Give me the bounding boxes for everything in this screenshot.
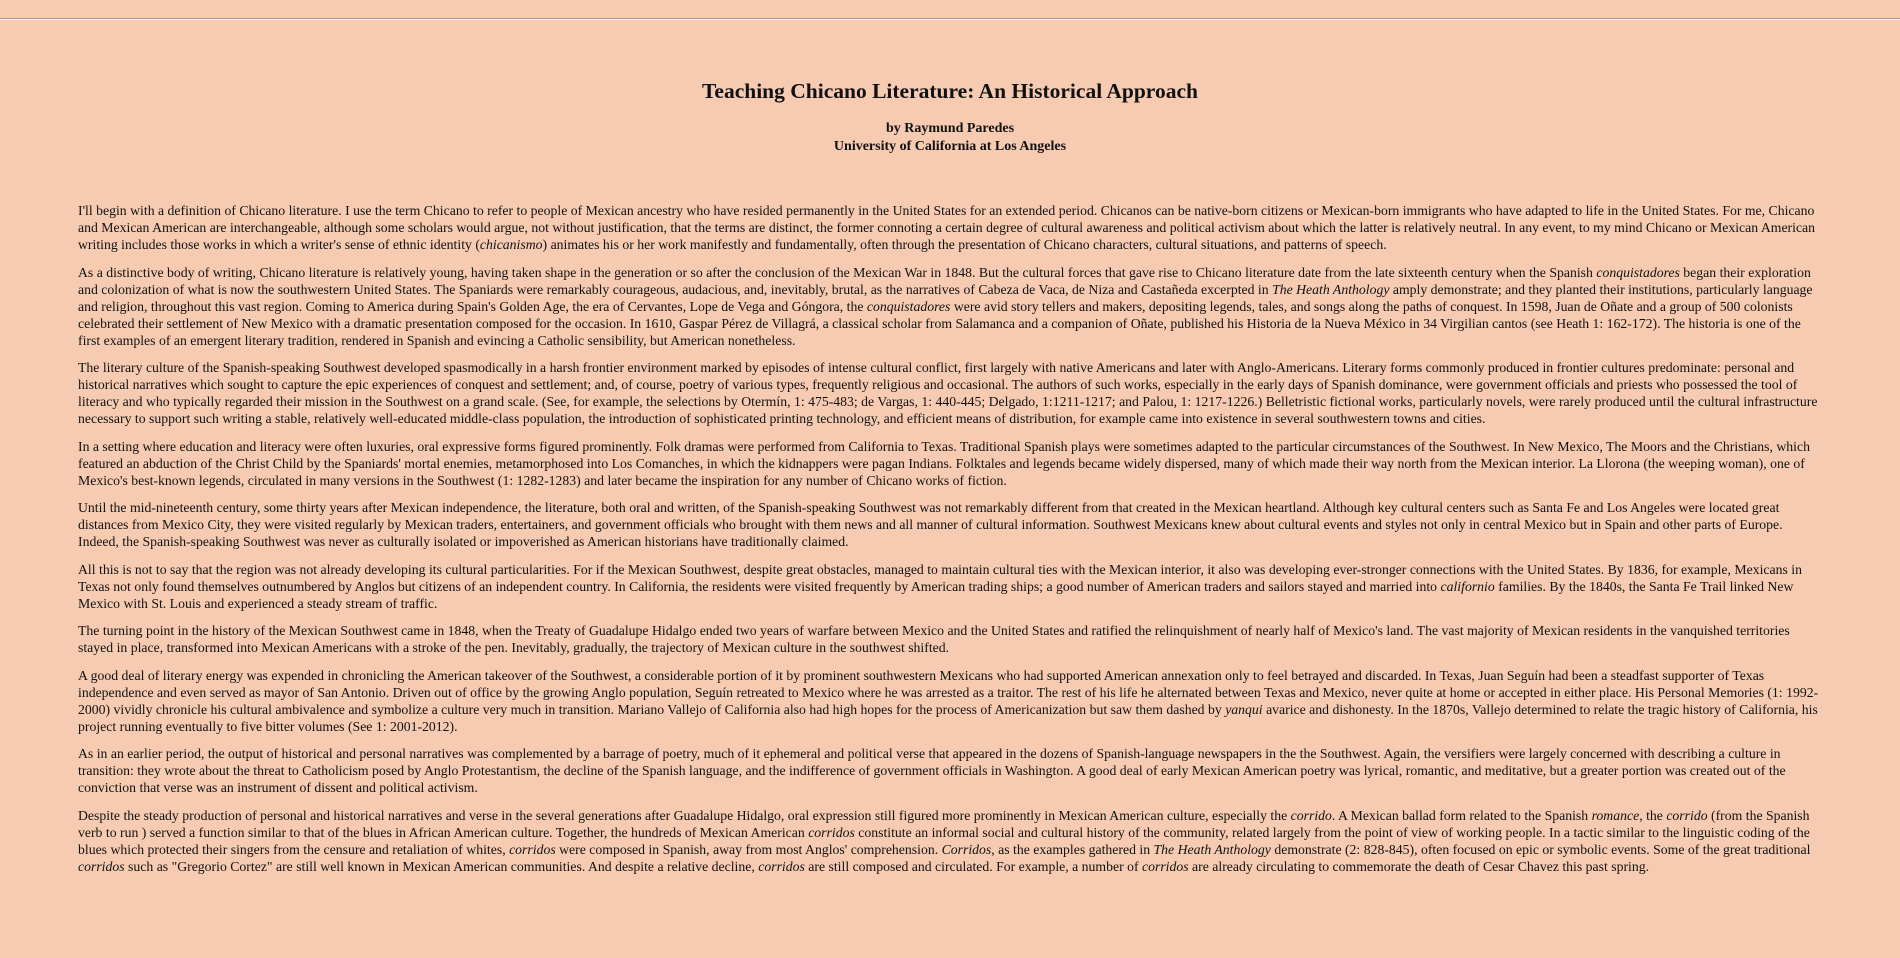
paragraph-text: A good deal of literary energy was expended in chronicling the American takeover of the Southwest, a considerable portion of it by prominent southwestern Mexicans who had supported American annexation only to feel betrayed and discarded. In Texas, Juan Seguín had been a steadfast supporter of Texas independence and even served as mayor of San Antonio. Driven out of office by the growing Anglo population, Seguín retreated to Mexico where he was arrested as a traitor. The rest of his life he alternated between Texas and Mexico, never quite at home or accepted in either place. His Personal Memories (1: 1992-2000) vividly chronicle his cultural ambivalence and symbolize a culture very much in transition. Mariano Vallejo of California also had high hopes for the process of Americanization but saw them dashed by [78, 667, 1819, 717]
italic-text: Corridos [941, 841, 992, 857]
italic-text: conquistadores [1596, 264, 1680, 280]
paragraph-text: constitute an informal social and cultural history of the community, related largely from the point of view of working people. In a tactic similar to the linguistic coding of the blues which protected their singers from the censure and retaliation of whites, [78, 824, 1810, 857]
body-paragraph [78, 561, 1824, 612]
paragraph-text: were avid story tellers and makers, depositing legends, tales, and songs along the paths of conquest. In 1598, Juan de Oñate and a group of 500 colonists celebrated their settlement of New Mexico with a dramatic presentation composed for the occasion. In 1610, Gaspar Pérez de Villagrá, a classical scholar from Salamanca and a companion of Oñate, published his Historia de la Nueva México in 34 Virgilian cantos (see Heath 1: 162-172). The historia is one of the first examples of an emergent literary tradition, rendered in Spanish and evincing a Catholic sensibility, but American nonetheless. [78, 298, 1801, 348]
paragraph-text: (from the Spanish verb to run ) served a function similar to that of the blues in African American culture. Together, the hundreds of Mexican American [78, 807, 1810, 840]
paragraph-text: . A Mexican ballad form related to the Spanish [1331, 807, 1592, 823]
paragraph-text: amply demonstrate; and they planted their institutions, particularly language and religion, throughout this vast region. Coming to America during Spain's Golden Age, the era of Cervantes, Lope de Vega and Góngora, the [78, 281, 1813, 314]
italic-text: californio [1440, 578, 1495, 594]
paragraph-text: , as the examples gathered in [991, 841, 1154, 857]
body-paragraph [78, 264, 1824, 349]
paragraph-text: As a distinctive body of writing, Chicano literature is relatively young, having taken shape in the generation or so after the conclusion of the Mexican War in 1848. But the cultural forces that gave rise to Chicano literature date from the late sixteenth century when the Spanish [78, 264, 1597, 280]
italic-text: conquistadores [866, 298, 951, 314]
paragraph-text: All this is not to say that the region was not already developing its cultural particularities. For if the Mexican Southwest, despite great obstacles, managed to maintain cultural ties with the Mexican interior, it also was developing ever-stronger connections with the United States. By 1836, for example, Mexicans in Texas not only found themselves outnumbered by Anglos but citizens of an independent country. In California, the residents were visited frequently by American trading ships; a good number of American traders and sailors stayed and married into [78, 561, 1802, 594]
italic-text: The Heath Anthology [1153, 841, 1271, 857]
paragraph-text: Despite the steady production of personal and historical narratives and verse in the several generations after Guadalupe Hidalgo, oral expression still figured more prominently in Mexican American culture, especially the [78, 807, 1291, 823]
italic-text: chicanismo [479, 237, 543, 252]
horizontal-rule [0, 18, 1900, 20]
paragraph-text: began their exploration and colonization of what is now the southwestern United States. The Spaniards were remarkably courageous, audacious, and, inevitably, brutal, as the narratives of Cabeza de Vaca, de Niza and Castañeda excerpted in [78, 264, 1811, 297]
italic-text: corrido [1666, 807, 1708, 823]
body-paragraph [78, 359, 1824, 427]
italic-text: corridos [758, 858, 805, 874]
article-body [78, 202, 1824, 875]
body-paragraph [78, 499, 1824, 550]
paragraph-text: such as "Gregorio Cortez" are still well known in Mexican American communities. And despite a relative decline, [124, 858, 759, 874]
italic-text: yanqui [1225, 701, 1263, 717]
paragraph-text: I'll begin with a definition of Chicano literature. I use the term Chicano to refer to people of Mexican ancestry who have resided permanently in the United States for an extended period. Chicanos can be native-born citizens or Mexican-born immigrants who have adapted to life in the United States. For me, Chicano and Mexican American are interchangeable, although some scholars would argue, not without justification, that the terms are distinct, the former connoting a certain degree of cultural awareness and political activism about which the latter is relatively neutral. In any event, to my mind Chicano or Mexican American writing includes those works in which a writer's sense of ethnic identity ( [78, 203, 1816, 252]
paragraph-text: The literary culture of the Spanish-speaking Southwest developed spasmodically in a harsh frontier environment marked by episodes of intense cultural conflict, first largely with native Americans and later with Anglo-Americans. Literary forms commonly produced in frontier cultures predominate: personal and historical narratives which sought to capture the epic experiences of conquest and settlement; and, of course, poetry of various types, frequently religious and occasional. The authors of such works, especially in the early days of Spanish dominance, were government officials and priests who possessed the tool of literacy and who typically regarded their mission in the Southwest on a grand scale. (See, for example, the selections by Otermín, 1: 475-483; de Vargas, 1: 440-445; Delgado, 1:1211-1217; and Palou, 1: 1217-1226.) Belletristic fictional works, particularly novels, were rarely produced until the cultural infrastructure necessary to support such writing a stable, relatively well-educated middle-class population, the introduction of sophisticated printing technology, and efficient means of distribution, for example came into existence in several southwestern towns and cities. [78, 360, 1818, 426]
byline [0, 120, 1900, 156]
paragraph-text: are still composed and circulated. For example, a number of [804, 858, 1142, 874]
body-paragraph [78, 622, 1824, 656]
paragraph-text: ) animates his or her work manifestly and fundamentally, often through the presentation of Chicano characters, cultural situations, and patterns of speech. [542, 237, 1387, 252]
body-paragraph [78, 438, 1824, 489]
paragraph-text: Until the mid-nineteenth century, some thirty years after Mexican independence, the literature, both oral and written, of the Spanish-speaking Southwest was not remarkably different from that created in the Mexican heartland. Although key cultural centers such as Santa Fe and Los Angeles were located great distances from Mexico City, they were visited regularly by Mexican traders, entertainers, and government officials who brought with them news and all manner of cultural information. Southwest Mexicans knew about cultural events and styles not only in central Mexico but in Spain and other parts of Europe. Indeed, the Spanish-speaking Southwest was never as culturally isolated or impoverished as American historians have traditionally claimed. [78, 500, 1783, 549]
paragraph-text: In a setting where education and literacy were often luxuries, oral expressive forms figured prominently. Folk dramas were performed from California to Texas. Traditional Spanish plays were sometimes adapted to the particular circumstances of the Southwest. In New Mexico, The Moors and the Christians, which featured an abduction of the Christ Child by the Spaniards' mortal enemies, metamorphosed into Los Comanches, in which the kidnappers were pagan Indians. Folktales and legends became widely dispersed, many of which made their way north from the Mexican interior. La Llorona (the weeping woman), one of Mexico's best-known legends, circulated in many versions in the Southwest (1: 1282-1283) and later became the inspiration for any number of Chicano works of fiction. [78, 438, 1810, 488]
paragraph-text: were composed in Spanish, away from most Anglos' comprehension. [555, 841, 942, 857]
italic-text: romance [1591, 807, 1640, 823]
paragraph-text: avarice and dishonesty. In the 1870s, Vallejo determined to relate the tragic history of California, his project running eventually to five bitter volumes (See 1: 2001-2012). [78, 701, 1818, 734]
paragraph-text: families. By the 1840s, the Santa Fe Trail linked New Mexico with St. Louis and experienced a steady stream of traffic. [78, 578, 1794, 611]
italic-text: corridos [509, 841, 556, 857]
italic-text: corridos [808, 824, 855, 840]
paragraph-text: As in an earlier period, the output of historical and personal narratives was complemented by a barrage of poetry, much of it ephemeral and political verse that appeared in the dozens of Spanish-language newspapers in the the Southwest. Again, the versifiers were largely concerned with describing a culture in transition: they wrote about the threat to Catholicism posed by Anglo Protestantism, the decline of the Spanish language, and the indifference of government officials in Washington. A good deal of early Mexican American poetry was lyrical, romantic, and meditative, but a greater portion was created out of the conviction that verse was an instrument of dissent and political activism. [78, 746, 1786, 795]
author-affiliation: University of California at Los Angeles [833, 139, 1067, 154]
italic-text: corridos [1142, 858, 1189, 874]
author-name: by Raymund Paredes [885, 121, 1015, 136]
italic-text: corridos [78, 858, 125, 874]
paragraph-text: demonstrate (2: 828-845), often focused on epic or symbolic events. Some of the great traditional [1270, 841, 1811, 857]
body-paragraph [78, 745, 1824, 796]
body-paragraph [78, 667, 1824, 735]
paragraph-text: The turning point in the history of the Mexican Southwest came in 1848, when the Treaty of Guadalupe Hidalgo ended two years of warfare between Mexico and the United States and ratified the relinquishment of nearly half of Mexico's land. The vast majority of Mexican residents in the vanquished territories stayed in place, transformed into Mexican Americans with a stroke of the pen. Inevitably, gradually, the trajectory of Mexican culture in the southwest shifted. [78, 623, 1790, 655]
body-paragraph [78, 807, 1824, 875]
italic-text: corrido [1290, 807, 1332, 823]
paragraph-text: , the [1639, 807, 1667, 823]
paragraph-text: are already circulating to commemorate the death of Cesar Chavez this past spring. [1188, 858, 1650, 874]
italic-text: The Heath Anthology [1272, 281, 1390, 297]
article-title: Teaching Chicano Literature: An Historical Approach [702, 79, 1198, 103]
body-paragraph [78, 202, 1824, 253]
